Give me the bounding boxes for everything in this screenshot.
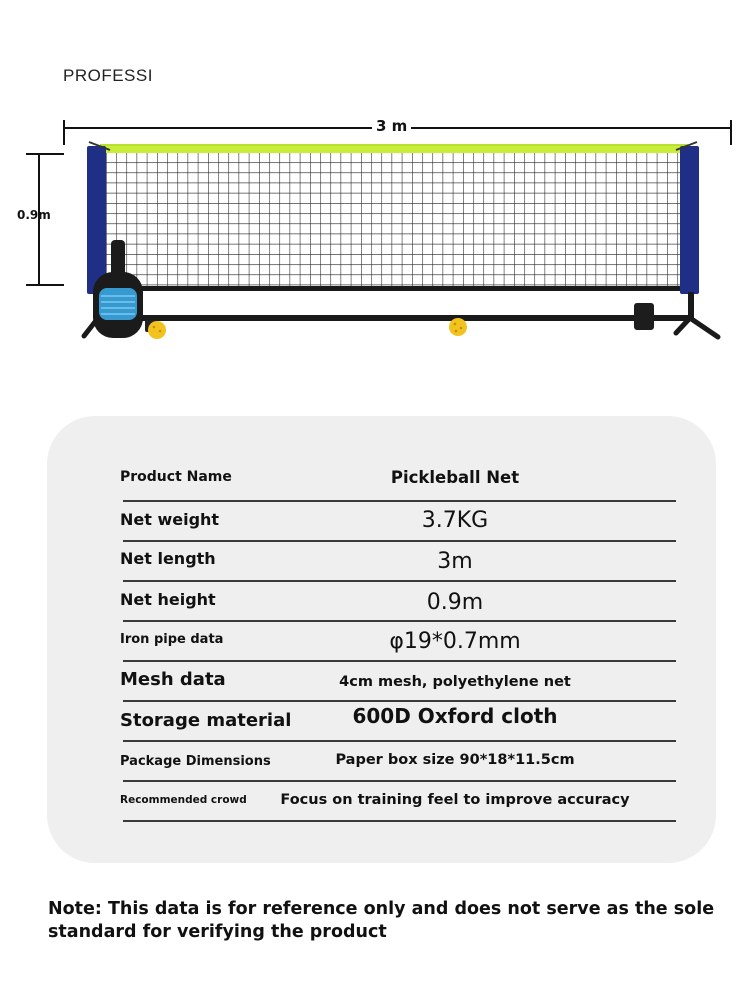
spec-value: Paper box size 90*18*11.5cm bbox=[335, 752, 575, 768]
spec-value: 3m bbox=[437, 549, 473, 574]
spec-row-mesh-data bbox=[120, 662, 676, 702]
storage-bag bbox=[634, 303, 654, 330]
height-label: 0.9m bbox=[17, 208, 51, 222]
spec-value: 600D Oxford cloth bbox=[352, 704, 558, 728]
width-label: 3 m bbox=[372, 117, 411, 135]
pickleball-net-illustration bbox=[0, 110, 750, 360]
spec-row-net-length bbox=[120, 542, 676, 582]
spec-label: Net height bbox=[120, 590, 216, 609]
disclaimer-note: Note: This data is for reference only and does not serve as the sole standard for verifying the product bbox=[48, 899, 715, 942]
spec-label: Recommended crowd bbox=[120, 794, 247, 806]
spec-value: 4cm mesh, polyethylene net bbox=[339, 674, 571, 690]
spec-label: Net length bbox=[120, 549, 216, 568]
spec-label: Storage material bbox=[120, 710, 292, 731]
spec-row-product-name bbox=[120, 458, 676, 502]
spec-row-iron-pipe bbox=[120, 622, 676, 662]
spec-label: Product Name bbox=[120, 469, 232, 485]
spec-label: Package Dimensions bbox=[120, 754, 271, 769]
spec-row-net-height bbox=[120, 582, 676, 622]
right-post bbox=[680, 146, 699, 294]
spec-value: φ19*0.7mm bbox=[389, 629, 521, 654]
spec-value: Pickleball Net bbox=[390, 468, 520, 487]
spec-label: Iron pipe data bbox=[120, 632, 224, 647]
net-mesh bbox=[106, 150, 680, 288]
spec-row-net-weight bbox=[120, 502, 676, 542]
pickleball-left bbox=[148, 321, 166, 339]
spec-value: Focus on training feel to improve accuracy bbox=[280, 792, 630, 808]
spec-value: 3.7KG bbox=[421, 508, 489, 533]
spec-row-recommended-crowd bbox=[120, 782, 676, 822]
spec-row-package-dimensions bbox=[120, 742, 676, 782]
spec-row-storage-material bbox=[120, 702, 676, 742]
pickleball-center bbox=[449, 318, 467, 336]
brand-name: PROFESSI bbox=[63, 66, 153, 85]
base-bar bbox=[95, 315, 693, 321]
spec-label: Mesh data bbox=[120, 669, 226, 690]
spec-value: 0.9m bbox=[426, 590, 484, 615]
left-post bbox=[87, 146, 106, 294]
spec-label: Net weight bbox=[120, 510, 220, 529]
